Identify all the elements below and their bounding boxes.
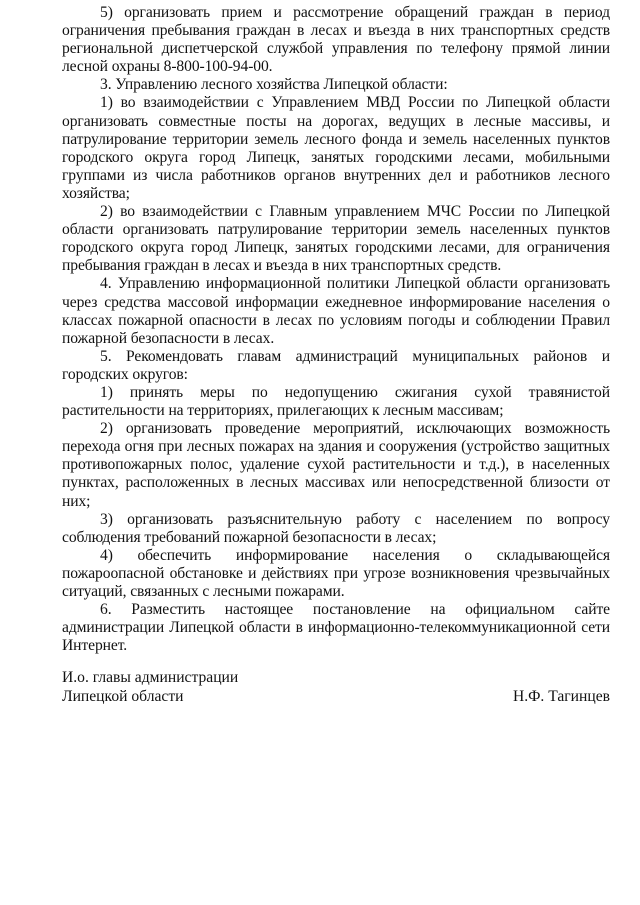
paragraph-3-1: 1) во взаимодействии с Управлением МВД России по Липецкой области организовать совместные посты на дорогах, ведущих в лесные массивы, и патрулирование территории земель лесного фонда и земель населенных пунктов городского округа город Липецк, занятых городскими лесами, мобильными группами из числа работников органов внутренних дел и работников лесного хозяйства;: [62, 94, 610, 202]
paragraph-3-2: 2) во взаимодействии с Главным управлением МЧС России по Липецкой области организовать патрулирование территории земель населенных пунктов городского округа город Липецк, занятых городскими лесами, для ограничения пребывания граждан в лесах и въезда в них транспортных средств.: [62, 203, 610, 275]
signature-block: [62, 669, 610, 706]
paragraph-5-1: 1) принять меры по недопущению сжигания сухой травянистой растительности на территориях, прилегающих к лесным массивам;: [62, 383, 610, 420]
signature-row: [62, 688, 610, 707]
paragraph-5-4: 4) обеспечить информирование населения о складывающейся пожароопасной обстановке и действиях при угрозе возникновения чрезвычайных ситуаций, связанных с лесными пожарами.: [62, 546, 610, 600]
paragraph-5-2: 2) организовать проведение мероприятий, исключающих возможность перехода огня при лесных пожарах на здания и сооружения (устройство защитных противопожарных полос, удаление сухой растительности и т.д.), в населенных пунктах, расположенных в лесных массивах или непосредственной близости от них;: [62, 420, 610, 510]
paragraph-section-5: 5. Рекомендовать главам администраций муниципальных районов и городских округов:: [62, 347, 610, 383]
signatory-name: Н.Ф. Тагинцев: [512, 687, 610, 705]
paragraph-item-5-hotline: 5) организовать прием и рассмотрение обращений граждан в период ограничения пребывания граждан в лесах и въезда в них транспортных средств региональной диспетчерской службой управления по телефону прямой линии лесной охраны 8-800-100-94-00.: [62, 4, 610, 76]
signature-position-title: И.о. главы администрации: [62, 669, 239, 686]
paragraph-section-3: 3. Управлению лесного хозяйства Липецкой области:: [100, 76, 448, 94]
paragraph-section-4: 4. Управлению информационной политики Липецкой области организовать через средства массовой информации ежедневное информирование населения о классах пожарной опасности в лесах по условиям погоды и соблюдении Правил пожарной безопасности в лесах.: [62, 275, 610, 347]
paragraph-section-6: 6. Разместить настоящее постановление на официальном сайте администрации Липецкой области в информационно-телекоммуникационной сети Интернет.: [62, 601, 610, 655]
paragraph-5-3: 3) организовать разъяснительную работу с населением по вопросу соблюдения требований пожарной безопасности в лесах;: [62, 510, 610, 546]
signature-region: Липецкой области: [62, 687, 184, 705]
document-body: [62, 4, 610, 655]
